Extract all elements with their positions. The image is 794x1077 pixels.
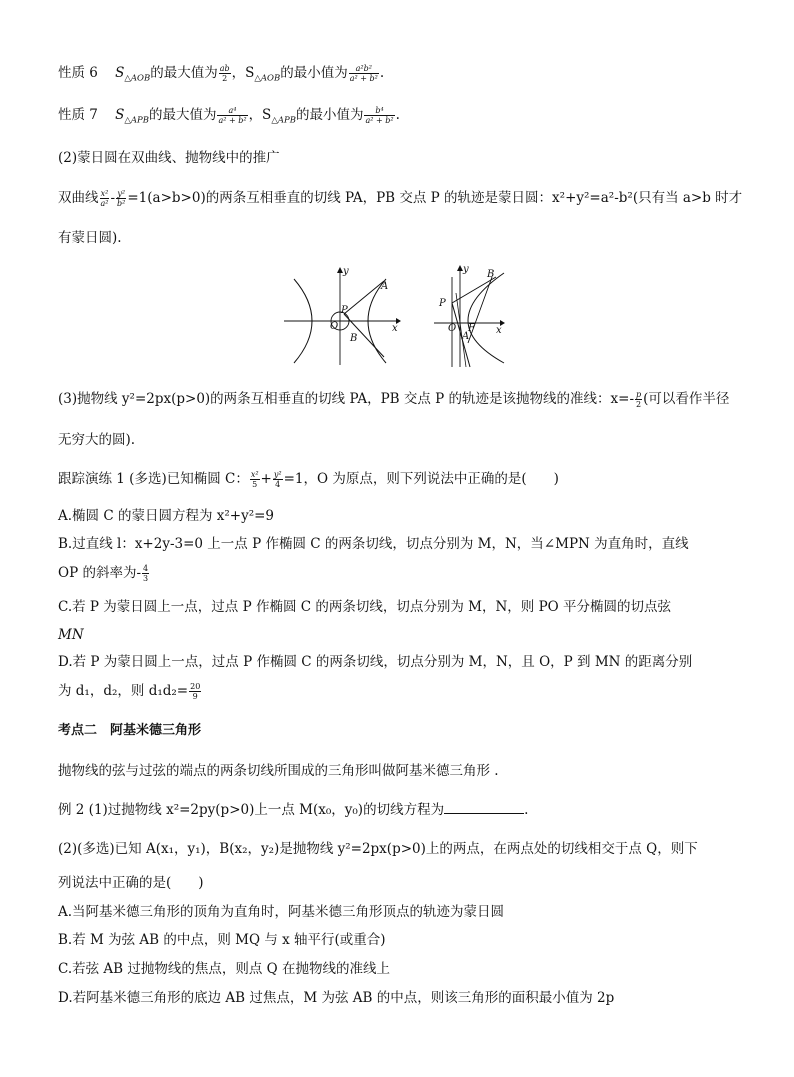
label-f: F: [468, 323, 475, 334]
label-a: A: [462, 331, 470, 342]
exercise-option-b-line-1: B.过直线 l：x+2y-3=0 上一点 P 作椭圆 C 的两条切线，切点分别为 M，N，当∠MPN 为直角时，直线: [58, 536, 689, 552]
example-option-a: A.当阿基米德三角形的顶角为直角时，阿基米德三角形顶点的轨迹为蒙日圆: [58, 904, 505, 920]
exercise-stem: 跟踪演练 1 (多选)已知椭圆 C： $\frac{\text{x²}}{5}$ + $\frac{\text{y²}}{4}$ =1，O 为原点，则下列说法中正确的是( ): [58, 470, 559, 489]
exercise-option-d-line-2: 为 d₁，d₂，则 d₁d₂= $\frac{20}{9}$: [58, 682, 201, 701]
answer-blank[interactable]: [444, 801, 524, 814]
label-p: P: [341, 305, 348, 316]
hyperbola-line-1: 双曲线 $\frac{\text{x²}}{\text{a²}}$ - $\frac{\text{y²}}{\text{b²}}$ =1(a>b>0)的两条互相垂直的切线 PA，PB 交点 P 的轨迹是蒙日圆：x²+y²=a²-b²(只有当 a>b 时才: [58, 189, 743, 208]
fraction: $\frac{p}{2}$: [636, 390, 642, 409]
property-7-lead: 性质 7: [58, 107, 98, 123]
fraction: $\frac{\text{b⁴}}{\text{a² + b²}}$: [365, 106, 394, 125]
section-3-line-1: (3)抛物线 y²=2px(p>0)的两条互相垂直的切线 PA，PB 交点 P 的轨迹是该抛物线的准线：x=- $\frac{p}{2}$ (可以看作半径: [58, 390, 730, 409]
tangent-pa: [344, 281, 384, 314]
label-a: A: [381, 281, 389, 292]
hyperbola-figure: [284, 265, 402, 367]
fraction: $\frac{\text{a²b²}}{\text{a² + b²}}$: [349, 64, 378, 83]
label-p: P: [439, 298, 446, 309]
exercise-option-a: A.椭圆 C 的蒙日圆方程为 x²+y²=9: [58, 508, 275, 524]
example-option-c: C.若弦 AB 过抛物线的焦点，则点 Q 在抛物线的准线上: [58, 961, 391, 977]
label-o: O: [330, 321, 339, 332]
fraction: $\frac{\text{y²}}{4}$: [273, 470, 282, 489]
label-o: O: [448, 323, 457, 334]
tangent-pb: [452, 277, 496, 303]
parabola-curve: [468, 273, 504, 363]
fraction: $\frac{4}{3}$: [143, 564, 149, 583]
fraction: $\frac{\text{y²}}{\text{b²}}$: [117, 189, 126, 208]
example-2-part-2-line-2: 列说法中正确的是( ): [58, 875, 204, 891]
fraction: $\frac{\text{a⁴}}{\text{a² + b²}}$: [218, 106, 247, 125]
label-b: B: [487, 269, 495, 280]
label-b: B: [350, 333, 358, 344]
fraction: $\frac{ab}{2}$: [219, 64, 230, 83]
fraction: $\frac{\text{x²}}{\text{a²}}$: [100, 189, 109, 208]
guide-line: [456, 293, 466, 367]
example-2-part-1: 例 2 (1)过抛物线 x²=2py(p>0)上一点 M(x₀，y₀)的切线方程为 .: [58, 802, 529, 818]
section-2-title: (2)蒙日圆在双曲线、抛物线中的推广: [58, 150, 280, 166]
archimedes-definition: 抛物线的弦与过弦的端点的两条切线所围成的三角形叫做阿基米德三角形 .: [58, 763, 499, 779]
hyperbola-line-2: 有蒙日圆).: [58, 230, 122, 246]
label-y: y: [463, 264, 469, 275]
label-y: y: [343, 266, 349, 277]
exercise-option-c-line-2: MN: [58, 627, 84, 643]
label-x: x: [392, 323, 398, 334]
example-2-part-2-line-1: (2)(多选)已知 A(x₁，y₁)，B(x₂，y₂)是抛物线 y²=2px(p>0)上的两点，在两点处的切线相交于点 Q，则下: [58, 841, 698, 857]
label-x: x: [496, 325, 502, 336]
exercise-option-c-line-1: C.若 P 为蒙日圆上一点，过点 P 作椭圆 C 的两条切线，切点分别为 M，N，则 PO 平分椭圆的切点弦: [58, 599, 672, 615]
fraction: $\frac{20}{9}$: [190, 682, 201, 701]
example-option-b: B.若 M 为弦 AB 的中点，则 MQ 与 x 轴平行(或重合): [58, 932, 386, 948]
exercise-option-b-line-2: OP 的斜率为- $\frac{4}{3}$: [58, 564, 149, 583]
section-3-line-2: 无穷大的圆).: [58, 432, 136, 448]
property-7: 性质 7 $S_{\triangle APB}$的最大值为 $\frac{\text{a⁴}}{\text{a² + b²}}$ ，$S_{\triangle APB}$的最小值为 $\frac{\text{b⁴}}{\text{a² + b²}}$ .: [58, 106, 400, 126]
fraction: $\frac{\text{x²}}{5}$: [250, 470, 259, 489]
exercise-option-d-line-1: D.若 P 为蒙日圆上一点，过点 P 作椭圆 C 的两条切线，切点分别为 M，N，且 O，P 到 MN 的距离分别: [58, 654, 693, 670]
parabola-figure: [434, 263, 506, 369]
kaodian-heading: 考点二 阿基米德三角形: [58, 723, 202, 738]
property-6: 性质 6 $S_{\triangle AOB}$的最大值为 $\frac{ab}{2}$ ，$S_{\triangle AOB}$的最小值为 $\frac{\text{a²b²}}{\text{a² + b²}}$ .: [58, 64, 385, 84]
property-6-lead: 性质 6: [58, 65, 98, 81]
example-option-d: D.若阿基米德三角形的底边 AB 过焦点，M 为弦 AB 的中点，则该三角形的面积最小值为 2p: [58, 990, 615, 1006]
